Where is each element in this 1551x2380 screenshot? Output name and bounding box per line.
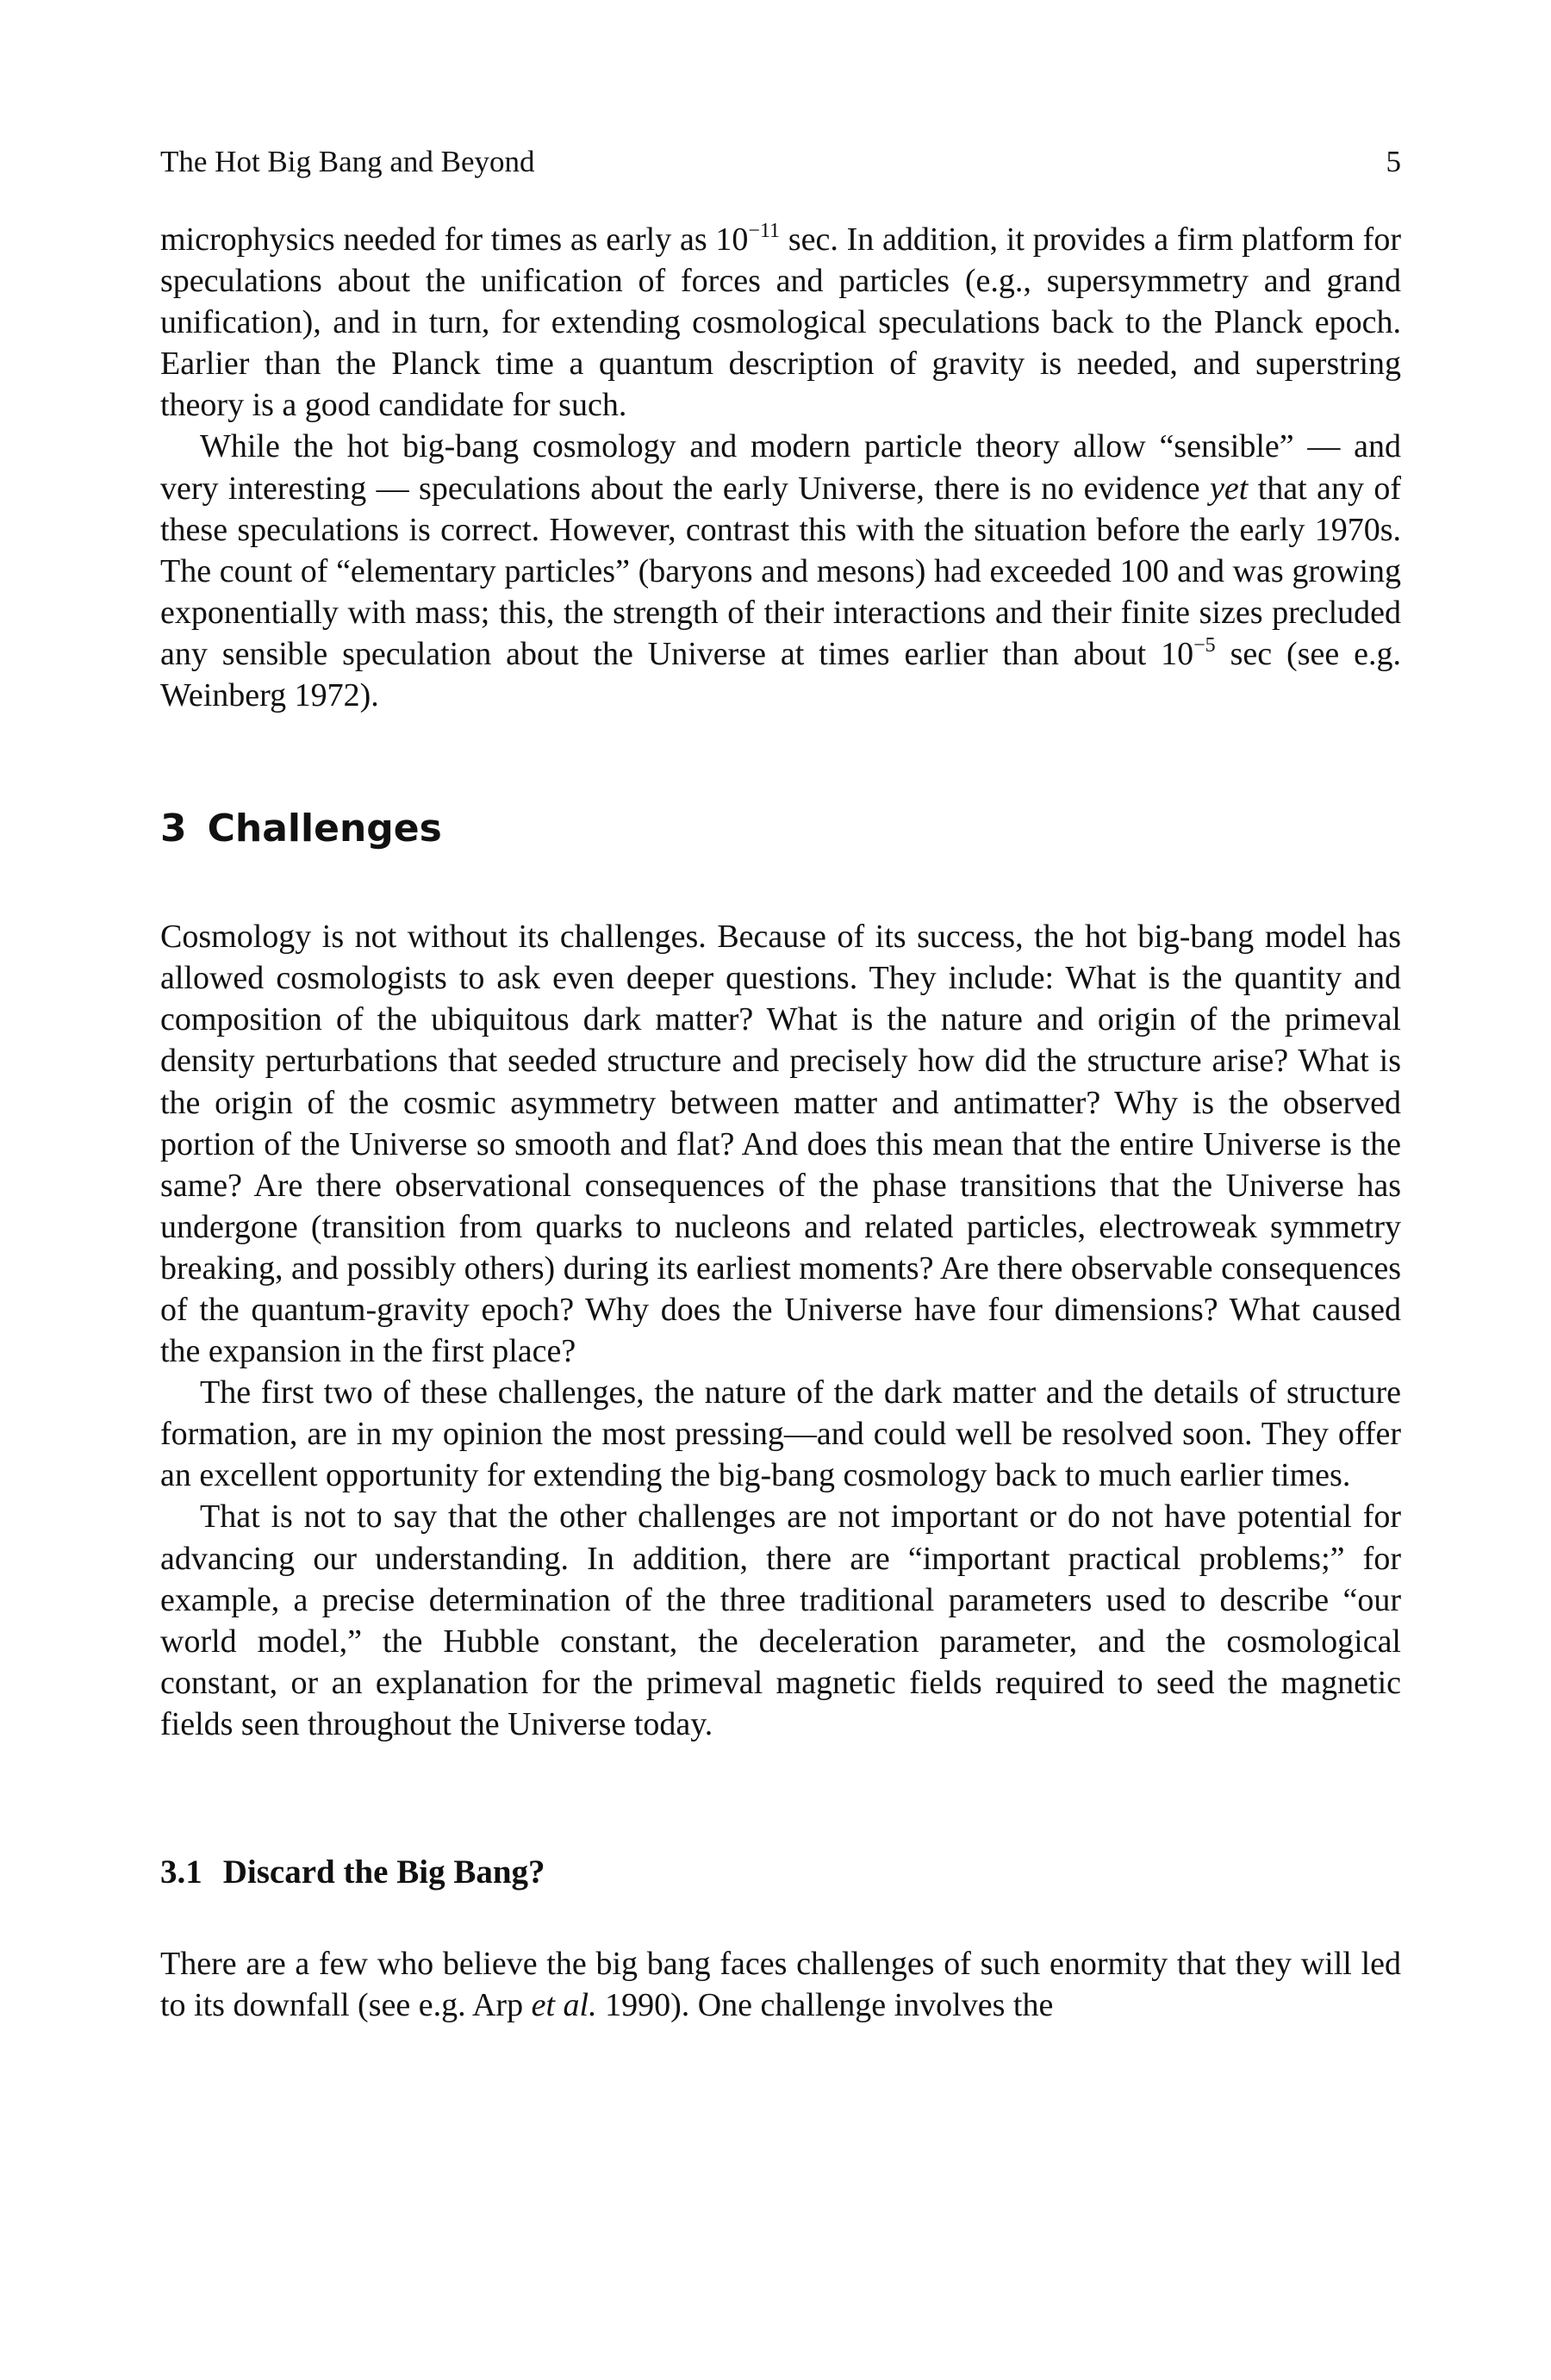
section-number: 3 [160, 807, 187, 851]
paragraph-continued: microphysics needed for times as early as $10^{-11}$ sec. In addition, it provides a firm platform for speculations about the unification of forces and particles (e.g., supersymmetry and grand unification), and in turn, for extending cosmological speculations back to the Planck epoch. Earlier than the Planck time a quantum description of gravity is needed, and superstring theory is a good candidate for such. [160, 220, 1401, 424]
emphasis-et-al: et al. [531, 1987, 597, 2024]
section-title: Challenges [207, 807, 442, 851]
page-number: 5 [1386, 145, 1401, 178]
paragraph-pressing: The first two of these challenges, the nature of the dark matter and the details of structure formation, are in my opinion the most pressing—and could well be resolved soon. They offer an excellent opportunity for extending the big-bang cosmology back to much earlier times. [160, 1374, 1401, 1494]
subsection-number: 3.1 [160, 1854, 202, 1891]
subsection-title: Discard the Big Bang? [222, 1854, 545, 1891]
paragraph-speculations: While the hot big-bang cosmology and modern particle theory allow “sensible” — and very interesting — speculations about the early Universe, there is no evidence yet that any of these speculations is correct. However, contrast this with the situation before the early 1970s. The count of “elementary particles” (baryons and mesons) had exceeded 100 and was growing exponentially with mass; this, the strength of their interactions and their finite sizes precluded any sensible speculation about the Universe at times earlier than about $10^{-5}$ sec (see e.g. Weinberg 1972). [160, 428, 1401, 714]
exponent: −11 [748, 220, 781, 242]
exponent: −5 [1193, 633, 1216, 657]
running-header [160, 146, 1401, 198]
paragraph-practical-problems: That is not to say that the other challenges are not important or do not have potential for advancing our understanding. In addition, there are “important practical problems;” for example, a precise determination of the three traditional parameters used to describe “our world model,” the Hubble constant, the deceleration parameter, and the cosmological constant, or an explanation for the primeval magnetic fields required to seed the magnetic fields seen throughout the Universe today. [160, 1498, 1401, 1742]
page [160, 146, 1401, 2026]
paragraph-challenges: Cosmology is not without its challenges. Because of its success, the hot big-bang model has allowed cosmologists to ask even deeper questions. They include: What is the quantity and composition of the ubiquitous dark matter? What is the nature and origin of the primeval density perturbations that seeded structure and precisely how did the structure arise? What is the origin of the cosmic asymmetry between matter and antimatter? Why is the observed portion of the Universe so smooth and flat? And does this mean that the entire Universe is the same? Are there observational consequences of the phase transitions that the Universe has undergone (transition from quarks to nucleons and related particles, electroweak symmetry breaking, and possibly others) during its earliest moments? Are there observable consequences of the quantum-gravity epoch? Why does the Universe have four dimensions? What caused the expansion in the first place? [160, 919, 1401, 1370]
running-title: The Hot Big Bang and Beyond [160, 145, 535, 178]
emphasis-yet: yet [1210, 470, 1249, 507]
section-heading [160, 805, 1401, 853]
paragraph-discard: There are a few who believe the big bang faces challenges of such enormity that they will led to its downfall (see e.g. Arp et al. 1990). One challenge involves the [160, 1946, 1401, 2024]
subsection-heading [160, 1852, 1401, 1893]
